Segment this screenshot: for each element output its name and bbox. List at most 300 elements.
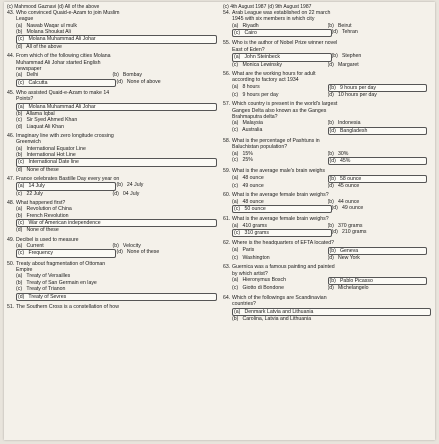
question-text: Points? (16, 96, 34, 103)
option-text: None of these (26, 227, 59, 234)
option-row (16, 44, 217, 50)
option-text: Riyadh (242, 22, 259, 29)
answer-option (328, 120, 424, 126)
option-text: Carolina, Latvia and Lithuania (242, 315, 312, 322)
option-text: 14 July (28, 183, 45, 190)
answer-option-selected (328, 84, 428, 92)
option-text: Calcutta (28, 79, 48, 86)
option-letter: (c) (18, 250, 25, 257)
answer-option (16, 191, 112, 197)
option-list (232, 84, 431, 99)
question-text: What is the average male's brain weighs (232, 168, 325, 175)
question-text: From which of the following cities Molana (16, 53, 111, 60)
answer-option (328, 255, 424, 261)
option-row (232, 62, 431, 68)
option-text: French Revolution (26, 212, 69, 219)
answer-option (16, 124, 217, 130)
answer-option-selected (16, 293, 217, 301)
option-text: Malaysia (242, 120, 263, 127)
answer-option (332, 29, 428, 35)
option-text: 50 ounce (244, 206, 266, 213)
option-letter: (c) (234, 206, 241, 213)
answer-option-selected (232, 53, 332, 61)
question-number: 61. (223, 216, 231, 223)
answer-option (116, 182, 212, 188)
option-row (232, 92, 431, 98)
option-letter: (d) (116, 78, 123, 85)
option-row (16, 191, 217, 197)
option-text: 04 July (122, 190, 140, 197)
option-text: 45 ounce (337, 183, 360, 189)
option-letter: (a) (234, 308, 241, 315)
question-text: Greenwich (16, 139, 41, 146)
question-text: Baluchistan population? (232, 144, 288, 151)
option-text: John Steinbeck (244, 54, 280, 61)
option-letter: (a) (232, 83, 239, 90)
option-letter: (c) (232, 255, 239, 262)
question-number: 47. (7, 176, 15, 182)
option-letter: (b) (112, 72, 119, 79)
answer-option-selected (328, 127, 428, 135)
option-text: Velocity (122, 243, 141, 250)
option-letter: (a) (232, 246, 239, 253)
question-item (7, 176, 217, 197)
option-text: Treaty of Versailles (26, 273, 71, 280)
option-letter: (d) (16, 43, 23, 50)
answer-option (232, 92, 328, 98)
option-text: 15% (242, 150, 253, 157)
option-text: None of above (126, 78, 161, 85)
option-letter: (b) (116, 182, 123, 189)
question-text-line (7, 304, 217, 310)
question-text: What is the percentage of Pashtuns in (232, 137, 320, 144)
option-letter: (b) (16, 110, 23, 117)
answer-option-selected (328, 277, 428, 285)
option-text: 48 ounce (242, 198, 264, 205)
option-text: Denmark Latvia and Lithuania (244, 308, 314, 315)
answer-option-selected (16, 79, 116, 87)
option-list (232, 53, 431, 68)
option-letter: (c) (16, 286, 23, 293)
option-text: Molana Shoukat Ali (26, 29, 71, 36)
option-text: 48 ounce (242, 174, 264, 181)
option-list (232, 175, 431, 190)
option-text: 9 hours per day (242, 91, 279, 98)
option-text: Molana Muhammad Ali Johar (28, 36, 96, 43)
option-letter: (d) (116, 249, 123, 256)
option-text: Indonesia (337, 120, 361, 127)
option-text: Tehran (341, 29, 358, 36)
question-sheet (4, 2, 435, 440)
option-row (232, 29, 431, 37)
option-text: 10 hours per day (337, 91, 377, 98)
question-text: by which artist? (232, 270, 268, 277)
answer-option-selected (328, 175, 428, 183)
right-question-list (223, 10, 431, 322)
option-list (232, 199, 431, 214)
question-item (223, 192, 431, 213)
option-text: None of these (26, 166, 59, 173)
option-letter: (d) (327, 61, 334, 68)
question-text: What happened first? (16, 200, 66, 207)
answer-option (16, 44, 217, 50)
option-row (232, 285, 431, 291)
question-item (7, 304, 217, 310)
option-text: New York (337, 255, 360, 262)
option-letter: (c) (232, 126, 239, 133)
question-text: Arab League was established on 22 march (232, 10, 331, 17)
option-letter: (c) (18, 79, 25, 86)
option-row (232, 308, 431, 316)
question-number: 64. (223, 294, 231, 301)
question-item (223, 168, 431, 189)
question-text: France celebrates Bastille Day every year on (16, 176, 120, 182)
option-letter: (a) (16, 145, 23, 152)
option-letter: (b) (16, 29, 23, 36)
question-item (223, 295, 431, 322)
question-number: 51. (7, 303, 15, 310)
question-item (223, 138, 431, 165)
answer-option (328, 62, 424, 68)
option-list (232, 151, 431, 166)
option-letter: (c) (232, 156, 239, 163)
option-text: Bangladesh (339, 127, 368, 134)
option-letter: (b) (329, 278, 336, 285)
question-number: 48. (7, 200, 15, 207)
option-letter: (d) (329, 127, 336, 134)
question-number: 59. (223, 168, 231, 175)
answer-option (232, 285, 328, 291)
option-row (232, 84, 431, 92)
option-text: Bombay (122, 72, 142, 79)
option-text: Treaty of San Germain en laye (26, 279, 97, 286)
option-text: Treaty of Trianon (26, 286, 66, 293)
option-text: Margaret (337, 61, 359, 68)
option-letter: (a) (232, 222, 239, 229)
question-number: 49. (7, 236, 15, 243)
option-text: International Equator Line (26, 145, 86, 152)
option-text: Liaquat Ali Khan (26, 123, 64, 130)
option-letter: (b) (16, 212, 23, 219)
option-row (232, 157, 431, 165)
answer-option (332, 53, 428, 59)
option-text: Hieronymus Bosch (242, 277, 286, 284)
question-number: 56. (223, 70, 231, 77)
question-text: Ganges Delta also known as the Ganges (232, 107, 327, 114)
option-list (232, 247, 431, 262)
option-text: All of the above (26, 43, 62, 50)
option-text: 45% (339, 157, 351, 164)
question-text: Who assisted Quaid-e-Azam to make 14 (16, 89, 110, 96)
answer-option (332, 229, 428, 235)
option-letter: (a) (16, 243, 23, 250)
answer-option-selected (16, 219, 217, 227)
question-item (7, 237, 217, 258)
option-list (232, 277, 431, 292)
option-list (16, 182, 217, 197)
option-text: Paris (242, 246, 255, 253)
option-letter: (a) (18, 183, 25, 190)
option-letter: (b) (331, 53, 338, 60)
option-letter: (d) (331, 205, 338, 212)
option-row (16, 227, 217, 233)
option-row (16, 35, 217, 43)
question-number: 46. (7, 132, 15, 139)
option-letter: (b) (327, 22, 334, 29)
question-text: Who convinced Quaid-e-Azam to join Muslim (16, 10, 120, 17)
left-column (7, 4, 217, 438)
option-text: 410 grams (242, 222, 267, 229)
question-number: 63. (223, 264, 231, 271)
option-list (16, 243, 217, 258)
question-number: 54. (223, 10, 231, 17)
option-text: Monica Lewinsky (242, 61, 282, 68)
option-row (16, 158, 217, 166)
option-row (232, 127, 431, 135)
question-text: Which of the followings are Scandinavian (232, 294, 327, 301)
option-row (232, 229, 431, 237)
answer-option (232, 84, 328, 90)
answer-option-selected (328, 157, 428, 165)
option-letter: (a) (16, 72, 23, 79)
option-letter: (c) (18, 36, 25, 43)
option-letter: (c) (18, 220, 25, 227)
answer-option (232, 183, 328, 189)
answer-option-selected (328, 247, 428, 255)
option-letter: (b) (327, 198, 334, 205)
option-row (232, 53, 431, 61)
answer-option (112, 191, 208, 197)
option-row (16, 124, 217, 130)
question-number: 55. (223, 40, 231, 47)
question-item (7, 200, 217, 234)
answer-option-selected (16, 103, 217, 111)
option-letter: (c) (16, 190, 23, 197)
right-column-header: (c) 4th August 1987 (d) 9th August 1987 (223, 4, 312, 10)
option-letter: (c) (234, 30, 241, 37)
question-text: The Southern Cross is a constellation of how (16, 303, 119, 310)
option-list (232, 308, 431, 323)
option-letter: (d) (327, 183, 334, 189)
option-list (16, 206, 217, 233)
option-text: 22 July (26, 190, 43, 197)
answer-option-selected (232, 29, 332, 37)
option-text: Pablo Picasso (339, 278, 373, 285)
option-list (16, 273, 217, 300)
answer-option (332, 205, 428, 211)
option-letter: (b) (329, 84, 336, 91)
answer-option (232, 175, 328, 181)
question-number: 50. (7, 260, 15, 267)
answer-option (16, 72, 112, 78)
answer-option (116, 249, 212, 255)
option-letter: (d) (16, 166, 23, 173)
option-letter: (d) (331, 29, 338, 36)
option-letter: (c) (232, 183, 239, 189)
question-text: countries? (232, 301, 256, 308)
option-text: Giotto di Bondone (242, 285, 284, 292)
answer-option-selected (232, 229, 332, 237)
option-letter: (c) (232, 285, 239, 292)
option-text: 310 grams (244, 230, 269, 237)
question-item (223, 71, 431, 98)
option-row (232, 316, 431, 322)
option-text: 24 July (126, 182, 144, 189)
question-item (7, 90, 217, 130)
option-list (16, 103, 217, 130)
question-item (223, 101, 431, 135)
answer-option-selected (16, 182, 116, 190)
option-letter: (b) (16, 279, 23, 286)
option-letter: (d) (16, 123, 23, 130)
question-item (223, 264, 431, 291)
question-item (223, 10, 431, 37)
question-text: Imaginary line with zero longitude crossing (16, 132, 114, 139)
option-text: Molana Muhammad Ali Johar (28, 103, 96, 110)
option-letter: (d) (331, 229, 338, 236)
option-text: Current (26, 243, 44, 250)
question-item (223, 216, 431, 237)
option-text: Sir Syed Ahmed Khan (26, 117, 78, 124)
answer-option (328, 285, 424, 291)
option-text: Australia (242, 126, 263, 133)
option-row (16, 293, 217, 301)
question-text: East of Eden? (232, 46, 265, 53)
option-letter: (c) (16, 117, 23, 124)
option-text: Nawab Waqar ul mulk (26, 22, 78, 29)
option-text: Revolution of China (26, 206, 72, 213)
option-text: 49 ounce (242, 183, 264, 189)
answer-option-selected (16, 158, 217, 166)
option-list (232, 23, 431, 38)
question-text: Treaty about fragmentation of Ottoman (16, 260, 106, 267)
option-letter: (a) (16, 22, 23, 29)
option-text: 210 grams (341, 229, 367, 236)
option-row (232, 175, 431, 183)
option-text: 9 hours per day (339, 84, 377, 91)
question-text: Which country is present in the world's largest (232, 101, 338, 108)
question-item (7, 53, 217, 87)
question-item (7, 10, 217, 50)
option-text: Stephen (341, 53, 362, 60)
option-letter: (a) (232, 150, 239, 157)
option-letter: (a) (16, 273, 23, 280)
question-text: Guernica was a famous painting and painted (232, 264, 335, 271)
option-row (16, 219, 217, 227)
option-letter: (b) (232, 315, 239, 322)
question-text: 1945 with six members in which city (232, 16, 315, 23)
option-text: Michelangelo (337, 285, 369, 292)
question-item (7, 133, 217, 173)
option-letter: (d) (16, 227, 23, 234)
question-text: Brahmaputra delta? (232, 113, 278, 120)
option-row (232, 255, 431, 261)
option-letter: (b) (16, 151, 23, 158)
answer-option (232, 157, 328, 163)
option-letter: (d) (112, 190, 119, 197)
right-column (223, 4, 431, 438)
answer-option (232, 255, 328, 261)
question-number: 43. (7, 10, 15, 17)
option-text: Frequency (28, 250, 53, 257)
answer-option (328, 183, 424, 189)
option-text: 8 hours (242, 83, 260, 90)
option-letter: (a) (18, 103, 25, 110)
option-letter: (b) (112, 243, 119, 250)
option-text: International Date line (28, 159, 79, 166)
answer-option (328, 92, 424, 98)
question-number: 62. (223, 240, 231, 247)
answer-option-selected (16, 249, 116, 257)
option-text: Treaty of Sevres (28, 293, 67, 300)
answer-option-selected (232, 308, 431, 316)
question-text: Muhammad Ali Johar started English (16, 59, 101, 66)
question-text: Who is the author of Nobel Prize winner novel (232, 40, 338, 47)
option-letter: (c) (232, 61, 239, 68)
question-text: Where is the headquarters of EFTA located? (232, 240, 334, 247)
option-text: 30% (337, 150, 349, 157)
option-letter: (c) (18, 159, 25, 166)
question-number: 60. (223, 192, 231, 199)
answer-option (232, 277, 328, 283)
option-text: None of these (126, 249, 160, 256)
answer-option (232, 316, 431, 322)
option-letter: (a) (232, 198, 239, 205)
answer-option (16, 167, 217, 173)
question-text: League (16, 16, 34, 23)
option-letter: (c) (234, 230, 241, 237)
answer-option-selected (16, 35, 217, 43)
option-letter: (d) (327, 255, 334, 262)
answer-option (16, 227, 217, 233)
option-letter: (b) (329, 175, 336, 182)
option-text: International Hot Line (26, 151, 76, 158)
answer-option (116, 79, 212, 85)
option-list (16, 23, 217, 50)
option-text: Cairo (244, 30, 257, 37)
option-text: 25% (242, 156, 253, 163)
option-list (232, 223, 431, 238)
option-row (16, 249, 217, 257)
option-text: War of American independence (28, 220, 101, 227)
question-text: What are the working hours for adult (232, 70, 316, 77)
answer-option (232, 247, 328, 253)
option-letter: (c) (232, 91, 239, 98)
option-text: Allama Iqbal (26, 110, 55, 117)
question-number: 57. (223, 101, 231, 108)
question-number: 58. (223, 137, 231, 144)
question-text: What is the average female brain weighs? (232, 216, 329, 223)
option-letter: (a) (234, 54, 241, 61)
option-letter: (d) (327, 285, 334, 292)
question-text: according to factory act 1934 (232, 77, 299, 84)
option-list (16, 146, 217, 173)
option-text: Washington (242, 255, 270, 262)
question-text: What is the average female brain weighs? (232, 192, 329, 199)
option-row (232, 183, 431, 189)
answer-option (232, 62, 328, 68)
question-item (223, 240, 431, 261)
question-item (7, 261, 217, 301)
option-letter: (d) (327, 91, 334, 98)
option-letter: (a) (232, 120, 239, 127)
option-row (232, 277, 431, 285)
answer-option (232, 127, 328, 133)
option-list (232, 120, 431, 135)
option-row (16, 103, 217, 111)
question-number: 45. (7, 89, 15, 96)
option-text: Beirut (337, 22, 352, 29)
